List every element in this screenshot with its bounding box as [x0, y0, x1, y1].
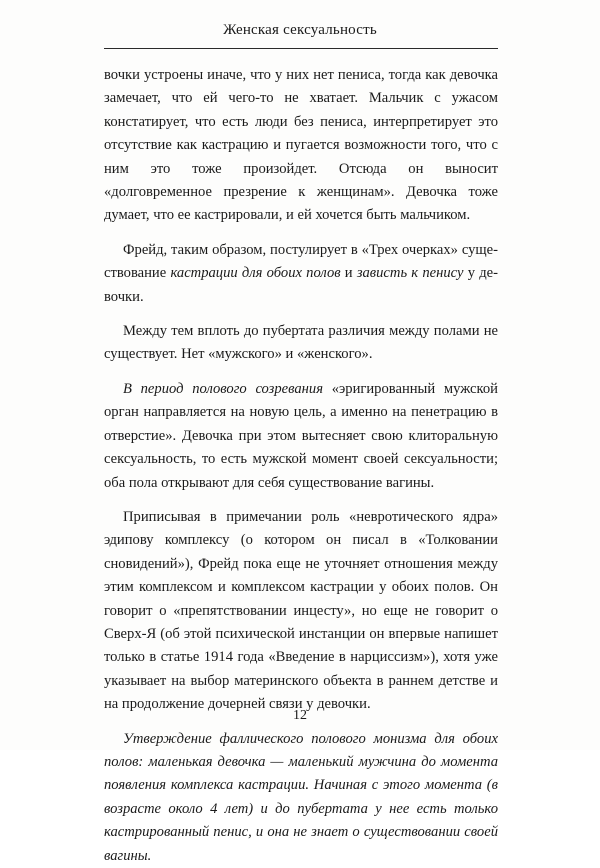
text-run: у девочки.: [104, 265, 499, 305]
header-rule: [104, 48, 498, 49]
text-run: и: [340, 265, 357, 282]
running-header: Женская сексуальность: [223, 22, 377, 38]
paragraph: [104, 378, 498, 495]
paragraph: [104, 239, 498, 309]
text-run: Между тем вплоть до пубертата различия между полами не существует. Нет «мужского» и «женского».: [104, 323, 498, 363]
italic-text: кастрации для обоих полов: [170, 265, 341, 282]
text-run: «эригированный мужской орган направляется на новую цель, а именно на пенетрацию в отверстие». Девочка при этом вытесняет свою клиторальную сексуальность, то есть мужской момент своей сексуальности; оба пола открывают для себя существование вагины.: [104, 380, 498, 491]
italic-text: зависть к пенису: [356, 265, 464, 282]
text-run: Приписывая в примечании роль «невротического ядра» эдипову комплексу (о котором он писал в «Толковании сновидений»), Фрейд пока еще не уточняет отношения между этим комплексом и комплексом кастрации у обоих полов. Он говорит о «препятствовании инцесту», но еще не говорит о Сверх-Я (об этой психической инстанции он впервые напишет только в статье 1914 года «Введение в нарциссизм»), хотя уже указывает на выбор материнского объекта в раннем детстве и на продолжение дочерней связи у девочки.: [104, 508, 498, 713]
paragraph: [104, 64, 498, 228]
italic-text: Утверждение фаллического полового монизма для обоих полов: маленькая девочка — маленький мужчина до момента появления комплекса кастрации. Начиная с этого момента (в возрасте около 4 лет) и до пубертата у нее есть только кастрированный пенис, и она не знает о существовании своей вагины.: [104, 730, 498, 864]
paragraph: [104, 320, 498, 367]
body-text: [104, 64, 498, 868]
paragraph: [104, 728, 498, 868]
text-run: вочки устроены иначе, что у них нет пениса, тогда как девочка замечает, что ей чего-то не хватает. Мальчик с ужасом констатирует, что есть люди без пениса, интерпретирует это отсутствие как кастрацию и пугается возможности того, что с ним это тоже произойдет. Отсюда он выносит «долговременное презрение к женщинам». Девочка тоже думает, что ее кастрировали, и ей хочется быть мальчиком.: [104, 67, 498, 224]
text-run: Фрейд, таким образом, постулирует в «Трех очерках» существование: [104, 241, 498, 282]
italic-text: В период полового созревания: [123, 380, 323, 397]
page-number: 12: [293, 708, 307, 723]
paragraph: [104, 506, 498, 717]
